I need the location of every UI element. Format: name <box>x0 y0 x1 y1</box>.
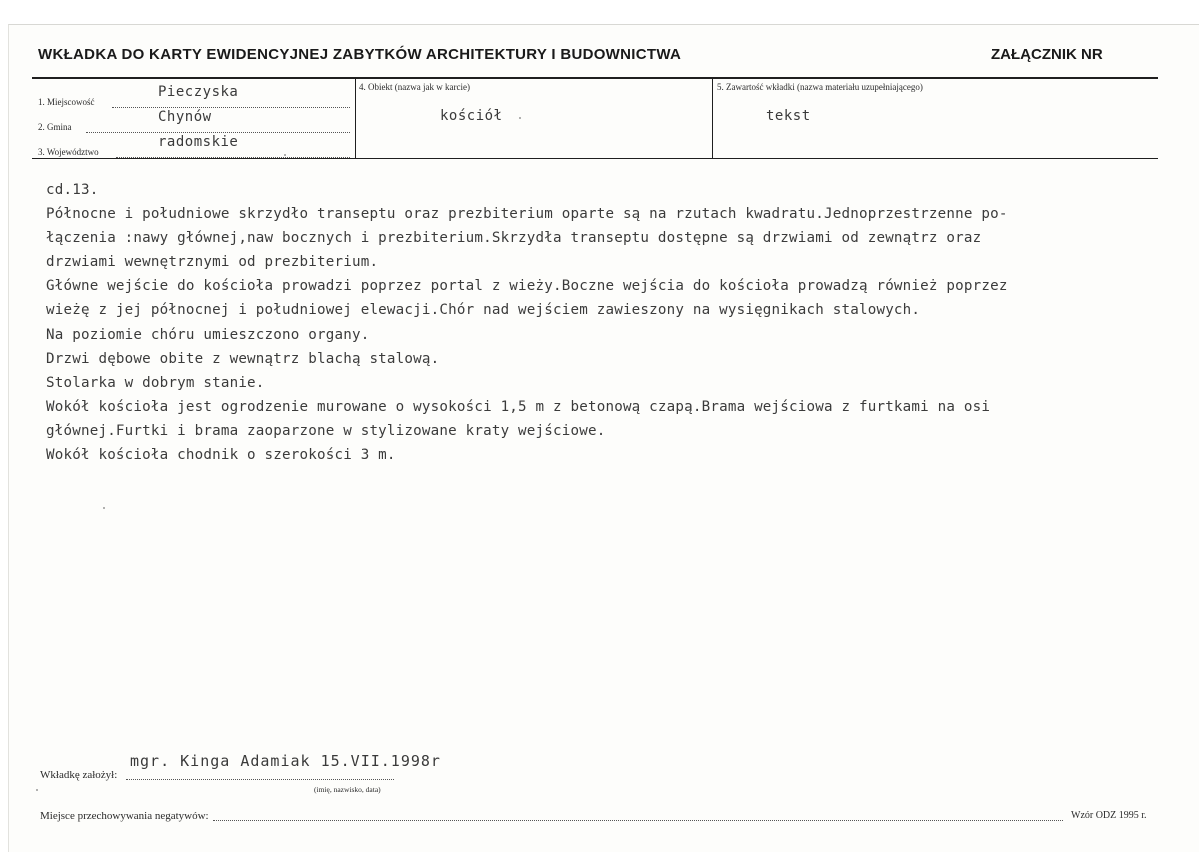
commune-dotted-line <box>86 132 350 133</box>
text-line: Stolarka w dobrym stanie. <box>46 374 265 391</box>
voivodeship-label: 3. Województwo <box>38 147 99 157</box>
text-line: Drzwi dębowe obite z wewnątrz blachą stalową. <box>46 350 440 367</box>
commune-label: 2. Gmina <box>38 122 72 132</box>
content-label: 5. Zawartość wkładki (nazwa materiału uzupełniającego) <box>717 82 923 92</box>
negatives-label: Miejsce przechowywania negatywów: <box>40 810 209 822</box>
author-dotted-line <box>126 779 394 780</box>
text-line: Wokół kościoła jest ogrodzenie murowane o wysokości 1,5 m z betonową czapą.Brama wejściowa z furtkami na osi <box>46 398 991 415</box>
text-line: Główne wejście do kościoła prowadzi poprzez portal z wieży.Boczne wejścia do kościoła prowadzą również poprzez <box>46 278 1008 295</box>
content-value: tekst <box>766 108 811 124</box>
text-line: cd.13. <box>46 182 99 198</box>
author-label: Wkładkę założył: <box>40 769 118 781</box>
voivodeship-dotted-line <box>116 157 350 158</box>
text-line: łączenia :nawy głównej,naw bocznych i prezbiterium.Skrzydła transeptu dostępne są drzwiami od zewnątrz oraz <box>46 230 982 247</box>
text-line: Na poziomie chóru umieszczono organy. <box>46 326 370 343</box>
locality-dotted-line <box>112 107 350 108</box>
author-hint: (imię, nazwisko, data) <box>314 785 381 794</box>
form-title: WKŁADKA DO KARTY EWIDENCYJNEJ ZABYTKÓW ARCHITEKTURY I BUDOWNICTWA <box>38 46 682 63</box>
text-line: drzwiami wewnętrznymi od prezbiterium. <box>46 254 379 271</box>
header-rule <box>32 77 1158 79</box>
scan-speck <box>284 154 286 156</box>
scan-speck <box>103 507 105 509</box>
commune-value: Chynów <box>158 109 212 125</box>
column-divider-1 <box>355 78 356 159</box>
attachment-number-label: ZAŁĄCZNIK NR <box>991 46 1103 63</box>
scan-speck <box>519 117 521 119</box>
text-line: wieżę z jej północnej i południowej elewacji.Chór nad wejściem zawieszony na wysięgnikach stalowych. <box>46 302 921 319</box>
form-version: Wzór ODZ 1995 r. <box>1071 810 1147 821</box>
locality-value: Pieczyska <box>158 84 239 100</box>
typewritten-description <box>46 178 1166 467</box>
text-line: głównej.Furtki i brama zaoparzone w stylizowane kraty wejściowe. <box>46 422 606 439</box>
voivodeship-value: radomskie <box>158 134 239 150</box>
locality-label: 1. Miejscowość <box>38 97 95 107</box>
text-line: Północne i południowe skrzydło transeptu oraz prezbiterium oparte są na rzutach kwadratu.Jednoprzestrzenne po- <box>46 206 1008 223</box>
fields-bottom-rule <box>32 158 1158 159</box>
object-value: kościół <box>440 108 503 124</box>
scan-speck <box>36 789 38 791</box>
text-line: Wokół kościoła chodnik o szerokości 3 m. <box>46 447 396 464</box>
object-label: 4. Obiekt (nazwa jak w karcie) <box>359 82 470 92</box>
column-divider-2 <box>712 78 713 159</box>
negatives-dotted-line <box>213 820 1063 821</box>
author-value: mgr. Kinga Adamiak 15.VII.1998r <box>130 752 441 770</box>
